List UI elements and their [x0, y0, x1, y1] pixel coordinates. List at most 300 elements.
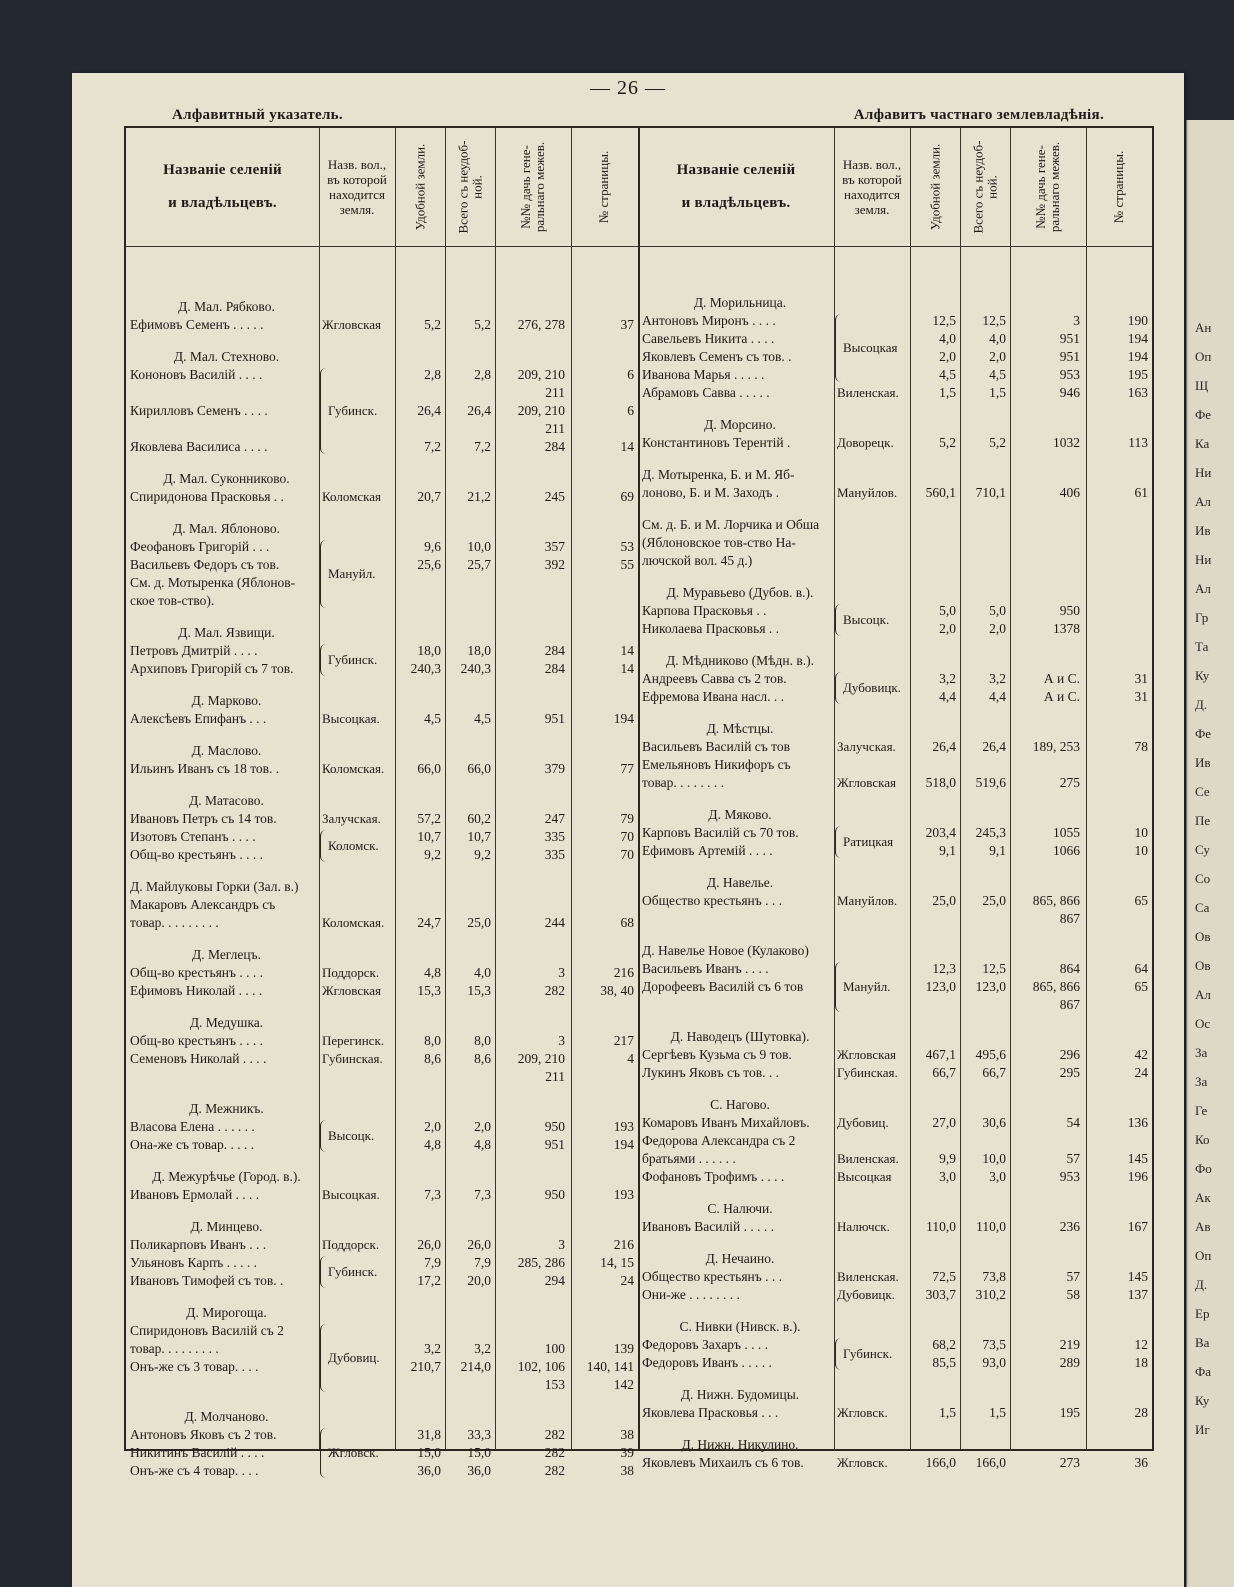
header-volost-line: находится	[843, 187, 901, 202]
total-area: 26,4	[467, 403, 491, 418]
survey-plot-numbers: 335	[544, 847, 565, 862]
owner-name: Дорофеевъ Василій съ 6 тов	[642, 979, 804, 994]
adjacent-page-fragment: Ге	[1195, 1103, 1208, 1118]
page-reference: 12	[1134, 1337, 1148, 1352]
page-reference: 64	[1134, 961, 1148, 976]
grouping-brace	[835, 826, 841, 858]
land-area: 166,0	[925, 1455, 956, 1470]
adjacent-page-fragment: Гр	[1195, 610, 1209, 625]
settlement-title: Д. Мяково.	[708, 807, 772, 822]
owner-name: Ивановъ Петръ съ 14 тов.	[130, 811, 277, 826]
land-area: 10,7	[417, 829, 441, 844]
total-area: 166,0	[975, 1455, 1006, 1470]
header-dachi-right	[1010, 128, 1086, 246]
land-area: 85,5	[932, 1355, 956, 1370]
header-dachi-text	[1034, 142, 1062, 232]
land-area: 4,0	[939, 331, 956, 346]
page-reference: 24	[1134, 1065, 1148, 1080]
total-area: 15,3	[467, 983, 491, 998]
survey-plot-numbers: 209, 210	[517, 367, 565, 382]
owner-name: Они-же . . . . . . . .	[642, 1287, 740, 1302]
adjacent-page-fragment: Ни	[1195, 465, 1212, 480]
land-area: 303,7	[925, 1287, 956, 1302]
adjacent-page-fragment: Оп	[1195, 1248, 1212, 1263]
land-area: 4,8	[424, 1137, 441, 1152]
adjacent-page-fragment: Ал	[1195, 494, 1211, 509]
owner-name: Она-же съ товар. . . . .	[130, 1137, 255, 1152]
page-reference: 38	[620, 1427, 634, 1442]
owner-name: Онъ-же съ 3 товар. . . .	[130, 1359, 259, 1374]
volost-name: Высоцк.	[843, 612, 890, 627]
column-rule	[445, 128, 446, 1449]
survey-plot-numbers: 357	[544, 539, 565, 554]
volost-name: Поддорск.	[322, 1237, 380, 1252]
page-reference: 216	[613, 1237, 634, 1252]
page-reference: 194	[613, 711, 634, 726]
survey-plot-numbers: 54	[1066, 1115, 1080, 1130]
header-land-right	[910, 128, 960, 246]
page-reference: 65	[1134, 893, 1148, 908]
settlement-title: Д. Мал. Язвищи.	[178, 625, 275, 640]
volost-name: Коломск.	[328, 838, 379, 853]
land-area: 210,7	[410, 1359, 441, 1374]
owner-name: Яковлева Василиса . . . .	[130, 439, 268, 454]
total-area: 8,0	[474, 1033, 491, 1048]
volost-name: Жгловск.	[837, 1455, 888, 1470]
owner-name: Семеновъ Николай . . . .	[130, 1051, 267, 1066]
header-name-line: Названіе селеній	[163, 162, 282, 178]
settlement-title: Д. Маслово.	[191, 743, 262, 758]
owner-name: Петровъ Дмитрій . . . .	[130, 643, 258, 658]
survey-plot-numbers: 392	[544, 557, 565, 572]
volost-name: Губинск.	[843, 1346, 893, 1361]
owner-name: Общ-во крестьянъ . . . .	[130, 1033, 264, 1048]
total-area: 26,4	[982, 739, 1006, 754]
total-area: 240,3	[460, 661, 491, 676]
grouping-brace	[835, 604, 841, 636]
header-total-text	[971, 140, 999, 233]
owner-name: Никитинъ Василій . . . .	[130, 1445, 265, 1460]
survey-plot-numbers: 865, 866	[1032, 893, 1080, 908]
header-volost-right	[834, 128, 910, 246]
total-area: 2,0	[474, 1119, 491, 1134]
owner-name: Яковлевъ Михаилъ съ 6 тов.	[642, 1455, 804, 1470]
owner-name: товар. . . . . . . . .	[130, 915, 219, 930]
page-reference: 139	[613, 1341, 634, 1356]
header-dachi-line: ральнаго межев.	[532, 141, 548, 233]
adjacent-page-fragment: Ан	[1195, 320, 1212, 335]
survey-plot-numbers: 296	[1059, 1047, 1080, 1062]
column-rule	[495, 128, 496, 1449]
owner-name: Ефимовъ Николай . . . .	[130, 983, 263, 998]
owner-name: Макаровъ Александръ съ	[130, 897, 276, 912]
survey-plot-numbers: А и С.	[1043, 671, 1080, 686]
survey-plot-numbers: 950	[544, 1119, 565, 1134]
page-reference: 53	[620, 539, 634, 554]
grouping-brace	[320, 1428, 326, 1478]
adjacent-page-fragment: Фе	[1195, 726, 1212, 741]
total-area: 1,5	[989, 1405, 1006, 1420]
survey-plot-numbers: 295	[1059, 1065, 1080, 1080]
volost-name: Губинская.	[322, 1051, 383, 1066]
adjacent-page-fragment: Пе	[1195, 813, 1211, 828]
total-area: 7,2	[474, 439, 491, 454]
page-reference: 69	[620, 489, 634, 504]
page-reference: 70	[620, 847, 634, 862]
adjacent-page-fragment: Фе	[1195, 407, 1212, 422]
total-area: 8,6	[474, 1051, 491, 1066]
adjacent-page-fragment: Ер	[1195, 1306, 1210, 1321]
column-rule	[319, 128, 320, 1449]
land-area: 7,9	[424, 1255, 441, 1270]
land-area: 25,6	[417, 557, 441, 572]
owner-name: братьями . . . . . .	[642, 1151, 736, 1166]
total-area: 36,0	[467, 1463, 491, 1478]
page-reference: 193	[613, 1187, 634, 1202]
land-area: 2,0	[424, 1119, 441, 1134]
index-table	[124, 126, 1154, 1478]
header-name-left	[126, 128, 319, 246]
adjacent-page-fragment: Ив	[1195, 755, 1211, 770]
header-volost-line: земля.	[854, 202, 890, 217]
volost-name: Виленская.	[837, 1269, 899, 1284]
column-rule	[571, 128, 572, 1449]
grouping-brace	[320, 830, 326, 862]
land-area: 68,2	[932, 1337, 956, 1352]
total-area: 21,2	[467, 489, 491, 504]
grouping-brace	[320, 368, 326, 454]
header-total-line: ной.	[984, 175, 1000, 199]
survey-plot-numbers: 289	[1059, 1355, 1080, 1370]
survey-plot-numbers: 153	[544, 1377, 565, 1392]
owner-name: Иванова Марья . . . . .	[642, 367, 765, 382]
total-area: 310,2	[975, 1287, 1006, 1302]
volost-name: Коломская.	[322, 761, 385, 776]
total-area: 245,3	[975, 825, 1006, 840]
volost-name: Губинск.	[328, 403, 378, 418]
grouping-brace	[835, 314, 841, 382]
survey-plot-numbers: 1378	[1053, 621, 1080, 636]
total-area: 7,9	[474, 1255, 491, 1270]
volost-name: Коломская	[322, 489, 381, 504]
header-total-right	[960, 128, 1010, 246]
total-area: 4,8	[474, 1137, 491, 1152]
page-reference: 28	[1134, 1405, 1148, 1420]
volost-name: Дубовицк.	[837, 1287, 895, 1302]
volost-name: Высоцк.	[328, 1128, 375, 1143]
settlement-title: Д. Меглецъ.	[192, 947, 261, 962]
settlement-title: Д. Мѣстцы.	[706, 721, 774, 736]
volost-name: Жгловская	[837, 775, 897, 790]
survey-plot-numbers: 275	[1059, 775, 1080, 790]
adjacent-page-strip	[1186, 120, 1234, 1587]
land-area: 8,0	[424, 1033, 441, 1048]
volost-name: Залучская.	[837, 739, 896, 754]
page-number: — 26 —	[590, 77, 666, 99]
settlement-title: Д. Наводецъ (Шутовка).	[670, 1029, 810, 1044]
page-reference: 36	[1134, 1455, 1148, 1470]
land-area: 9,6	[424, 539, 441, 554]
column-rule	[834, 128, 835, 1449]
grouping-brace	[320, 1256, 326, 1288]
survey-plot-numbers: 276, 278	[517, 317, 565, 332]
survey-plot-numbers: 335	[544, 829, 565, 844]
land-area: 12,5	[932, 313, 956, 328]
owner-name: Комаровъ Иванъ Михайловъ.	[642, 1115, 810, 1130]
survey-plot-numbers: 284	[544, 439, 565, 454]
header-land-text: Удобной земли.	[412, 143, 428, 231]
header-total-left	[445, 128, 495, 246]
page-reference: 217	[613, 1033, 634, 1048]
total-area: 7,3	[474, 1187, 491, 1202]
total-area: 33,3	[467, 1427, 491, 1442]
document-page	[72, 73, 1184, 1587]
owner-name: Васильевъ Василій съ тов	[642, 739, 790, 754]
owner-name: Сергѣевъ Кузьма съ 9 тов.	[642, 1047, 792, 1062]
owner-name: (Яблоновское тов-ство На-	[642, 535, 796, 550]
total-area: 4,0	[474, 965, 491, 980]
survey-plot-numbers: 953	[1059, 1169, 1080, 1184]
page-reference: 136	[1127, 1115, 1148, 1130]
survey-plot-numbers: 864	[1059, 961, 1080, 976]
adjacent-page-fragment: Оп	[1195, 349, 1212, 364]
volost-name: Жгловская	[322, 983, 382, 998]
grouping-brace	[320, 540, 326, 608]
total-area: 66,7	[982, 1065, 1006, 1080]
grouping-brace	[835, 1338, 841, 1370]
owner-name: Кононовъ Василій . . . .	[130, 367, 263, 382]
volost-name: Мануйлов.	[837, 893, 898, 908]
adjacent-page-fragment: Фа	[1195, 1364, 1212, 1379]
header-pages-right	[1086, 128, 1152, 246]
header-total-text	[456, 140, 484, 233]
total-area: 10,0	[467, 539, 491, 554]
header-volost-line: Назв. вол.,	[842, 157, 902, 172]
survey-plot-numbers: 951	[544, 1137, 565, 1152]
survey-plot-numbers: 209, 210	[517, 403, 565, 418]
owner-name: Васильевъ Федоръ съ тов.	[130, 557, 280, 572]
total-area: 710,1	[975, 485, 1006, 500]
running-head-right: Алфавитъ частнаго землевладѣнія.	[853, 107, 1104, 123]
page-reference: 10	[1134, 825, 1148, 840]
page-reference: 31	[1134, 689, 1148, 704]
adjacent-page-fragment: Д.	[1195, 697, 1208, 712]
total-area: 25,7	[467, 557, 491, 572]
page-reference: 14, 15	[600, 1255, 634, 1270]
total-area: 4,5	[474, 711, 491, 726]
land-area: 66,0	[417, 761, 441, 776]
grouping-brace	[320, 644, 326, 676]
header-dachi-text	[519, 142, 547, 232]
owner-name: лоново, Б. и М. Заходъ .	[642, 485, 780, 500]
land-area: 560,1	[925, 485, 956, 500]
page-reference: 65	[1134, 979, 1148, 994]
total-area: 3,2	[474, 1341, 491, 1356]
settlement-title: Д. Навелье Новое (Кулаково)	[642, 943, 809, 958]
header-name-line: и владѣльцевъ.	[681, 195, 791, 211]
adjacent-page-fragment: Ос	[1195, 1016, 1211, 1031]
land-area: 3,2	[939, 671, 956, 686]
settlement-title: Д. Межникъ.	[189, 1101, 264, 1116]
owner-name: Ефремова Ивана насл. . .	[642, 689, 784, 704]
survey-plot-numbers: 282	[544, 983, 565, 998]
land-area: 27,0	[932, 1115, 956, 1130]
adjacent-page-fragment: Ни	[1195, 552, 1212, 567]
owner-name: Ивановъ Василій . . . . .	[642, 1219, 774, 1234]
total-area: 73,8	[982, 1269, 1006, 1284]
page-reference: 6	[627, 367, 634, 382]
owner-name: лючской вол. 45 д.)	[642, 553, 753, 568]
survey-plot-numbers: 946	[1059, 385, 1080, 400]
land-area: 1,5	[939, 385, 956, 400]
page-reference: 113	[1128, 435, 1148, 450]
page-reference: 194	[613, 1137, 634, 1152]
page-reference: 145	[1127, 1269, 1148, 1284]
adjacent-page-fragment: Ив	[1195, 523, 1211, 538]
adjacent-page-fragment: Фо	[1195, 1161, 1212, 1176]
land-area: 7,3	[424, 1187, 441, 1202]
column-rule	[1086, 128, 1087, 1449]
page-reference: 79	[620, 811, 634, 826]
survey-plot-numbers: 3	[558, 1033, 565, 1048]
adjacent-page-fragment: Ак	[1195, 1190, 1211, 1205]
survey-plot-numbers: 58	[1066, 1287, 1080, 1302]
header-name-line: Названіе селеній	[676, 162, 796, 178]
adjacent-page-fragment: Ав	[1195, 1219, 1211, 1234]
total-area: 4,0	[989, 331, 1006, 346]
survey-plot-numbers: 3	[558, 965, 565, 980]
settlement-title: Д. Мал. Яблоново.	[173, 521, 280, 536]
volost-name: Дубовиц.	[328, 1350, 380, 1365]
page-reference: 37	[620, 317, 634, 332]
land-area: 5,0	[939, 603, 956, 618]
survey-plot-numbers: 189, 253	[1032, 739, 1080, 754]
survey-plot-numbers: 102, 106	[517, 1359, 565, 1374]
owner-name: Николаева Прасковья . .	[642, 621, 780, 636]
land-area: 5,2	[424, 317, 441, 332]
survey-plot-numbers: 3	[558, 1237, 565, 1252]
total-area: 9,1	[989, 843, 1006, 858]
owner-name: Ефимовъ Семенъ . . . . .	[130, 317, 264, 332]
survey-plot-numbers: 379	[544, 761, 565, 776]
total-area: 519,6	[975, 775, 1006, 790]
land-area: 1,5	[939, 1405, 956, 1420]
land-area: 240,3	[410, 661, 441, 676]
land-area: 12,3	[932, 961, 956, 976]
total-area: 110,0	[976, 1219, 1006, 1234]
page-reference: 195	[1127, 367, 1148, 382]
owner-name: Ильинъ Иванъ съ 18 тов. .	[130, 761, 280, 776]
land-area: 15,3	[417, 983, 441, 998]
settlement-title: Д. Мал. Суконниково.	[163, 471, 290, 486]
owner-name: товар. . . . . . . . .	[130, 1341, 219, 1356]
land-area: 25,0	[932, 893, 956, 908]
adjacent-page-fragment: Щ	[1195, 378, 1209, 393]
adjacent-page-fragment: Та	[1195, 639, 1209, 654]
total-area: 2,8	[474, 367, 491, 382]
survey-plot-numbers: 1055	[1053, 825, 1080, 840]
land-area: 26,4	[932, 739, 956, 754]
survey-plot-numbers: 867	[1059, 997, 1080, 1012]
owner-name: Д. Мотыренка, Б. и М. Яб-	[642, 467, 795, 482]
survey-plot-numbers: 1066	[1053, 843, 1080, 858]
owner-name: Федоровъ Иванъ . . . . .	[642, 1355, 772, 1370]
adjacent-page-fragment: Со	[1195, 871, 1211, 886]
page-reference: 140, 141	[586, 1359, 634, 1374]
total-area: 9,2	[474, 847, 491, 862]
total-area: 20,0	[467, 1273, 491, 1288]
land-area: 3,0	[939, 1169, 956, 1184]
page-reference: 190	[1127, 313, 1148, 328]
header-name-line: и владѣльцевъ.	[168, 195, 277, 211]
page-reference: 167	[1127, 1219, 1148, 1234]
survey-plot-numbers: 57	[1066, 1269, 1080, 1284]
owner-name: Абрамовъ Савва . . . . .	[642, 385, 770, 400]
owner-name: Федорова Александра съ 2	[642, 1133, 796, 1148]
land-area: 518,0	[925, 775, 956, 790]
page-reference: 14	[620, 661, 634, 676]
land-area: 18,0	[417, 643, 441, 658]
header-pages-text: № страницы.	[1111, 150, 1127, 224]
volost-name: Дубовиц.	[837, 1115, 889, 1130]
owner-name: Константиновъ Терентій .	[642, 435, 791, 450]
total-area: 66,0	[467, 761, 491, 776]
header-name-right	[638, 128, 834, 246]
settlement-title: Д. Медушка.	[189, 1015, 264, 1030]
survey-plot-numbers: 406	[1059, 485, 1080, 500]
land-area: 3,2	[424, 1341, 441, 1356]
survey-plot-numbers: 282	[544, 1463, 565, 1478]
owner-name: Поликарповъ Иванъ . . .	[130, 1237, 267, 1252]
adjacent-page-fragment: Ов	[1195, 958, 1211, 973]
land-area: 57,2	[417, 811, 441, 826]
owner-name: См. д. Б. и М. Лорчика и Обша	[642, 517, 820, 532]
total-area: 30,6	[982, 1115, 1006, 1130]
grouping-brace	[835, 962, 841, 1012]
header-total-line: Всего съ неудоб-	[455, 140, 471, 234]
owner-name: Карповъ Василій съ 70 тов.	[642, 825, 799, 840]
owner-name: Кирилловъ Семенъ . . . .	[130, 403, 268, 418]
total-area: 25,0	[467, 915, 491, 930]
total-area: 1,5	[989, 385, 1006, 400]
settlement-title: Д. Мѣдниково (Мѣдн. в.).	[666, 653, 814, 668]
total-area: 3,0	[989, 1169, 1006, 1184]
total-area: 123,0	[975, 979, 1006, 994]
total-area: 5,0	[989, 603, 1006, 618]
survey-plot-numbers: 245	[544, 489, 565, 504]
owner-name: Лукинъ Яковъ съ тов. . .	[642, 1065, 780, 1080]
page-reference: 42	[1134, 1047, 1148, 1062]
settlement-title: Д. Майлуковы Горки (Зал. в.)	[130, 879, 299, 894]
page-reference: 38, 40	[600, 983, 634, 998]
volost-name: Жгловская	[322, 317, 382, 332]
survey-plot-numbers: 284	[544, 643, 565, 658]
volost-name: Высоцкая.	[322, 711, 380, 726]
land-area: 123,0	[925, 979, 956, 994]
adjacent-page-fragment: Ка	[1195, 436, 1210, 451]
adjacent-page-fragment: Д.	[1195, 1277, 1208, 1292]
survey-plot-numbers: 211	[545, 1069, 565, 1084]
survey-plot-numbers: 867	[1059, 911, 1080, 926]
owner-name: Ульяновъ Карпъ . . . . .	[130, 1255, 258, 1270]
owner-name: Карпова Прасковья . .	[642, 603, 767, 618]
volost-name: Жгловская	[837, 1047, 897, 1062]
settlement-title: Д. Морсино.	[704, 417, 776, 432]
owner-name: Андреевъ Савва съ 2 тов.	[642, 671, 787, 686]
total-area: 15,0	[467, 1445, 491, 1460]
owner-name: Ивановъ Тимофей съ тов. .	[130, 1273, 284, 1288]
total-area: 12,5	[982, 961, 1006, 976]
